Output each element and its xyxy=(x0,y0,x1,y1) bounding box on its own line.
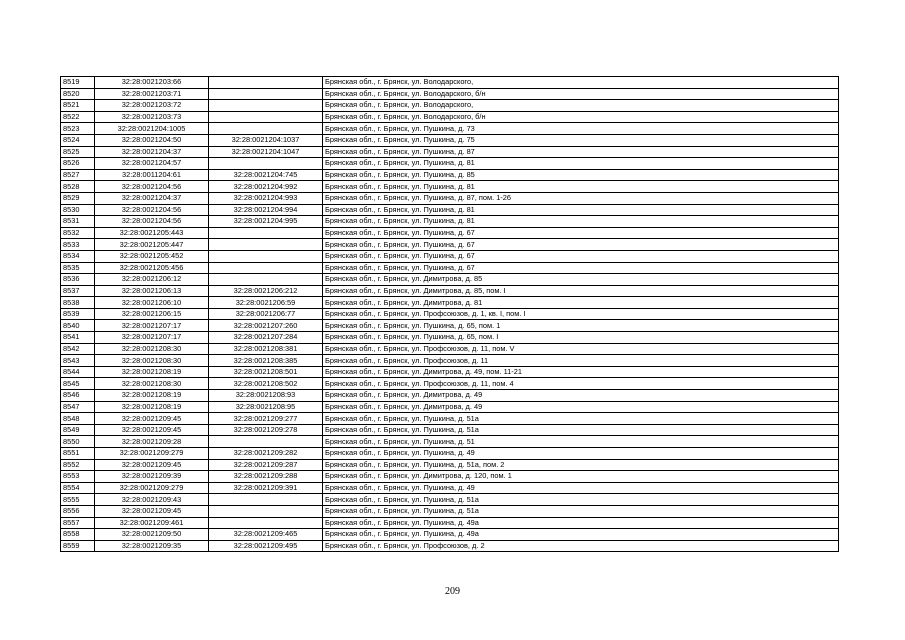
object-cadastral-number-cell xyxy=(209,505,323,517)
row-number-cell: 8546 xyxy=(61,390,95,402)
address-cell: Брянская обл., г. Брянск, ул. Пушкина, д. 81 xyxy=(323,181,839,193)
object-cadastral-number-cell: 32:28:0021209:465 xyxy=(209,529,323,541)
land-cadastral-number-cell: 32:28:0021209:39 xyxy=(95,471,209,483)
row-number-cell: 8555 xyxy=(61,494,95,506)
table-row xyxy=(61,378,839,390)
address-cell: Брянская обл., г. Брянск, ул. Пушкина, д. 51а xyxy=(323,494,839,506)
address-cell: Брянская обл., г. Брянск, ул. Профсоюзов, д. 11 xyxy=(323,355,839,367)
table-row xyxy=(61,355,839,367)
object-cadastral-number-cell: 32:28:0021206:212 xyxy=(209,285,323,297)
address-cell: Брянская обл., г. Брянск, ул. Володарского, xyxy=(323,100,839,112)
table-row xyxy=(61,494,839,506)
land-cadastral-number-cell: 32:28:0021204:56 xyxy=(95,204,209,216)
row-number-cell: 8528 xyxy=(61,181,95,193)
table-row xyxy=(61,111,839,123)
land-cadastral-number-cell: 32:28:0021203:73 xyxy=(95,111,209,123)
land-cadastral-number-cell: 32:28:0021204:57 xyxy=(95,158,209,170)
row-number-cell: 8548 xyxy=(61,413,95,425)
address-cell: Брянская обл., г. Брянск, ул. Пушкина, д. 49а xyxy=(323,529,839,541)
address-cell: Брянская обл., г. Брянск, ул. Володарского, б/н xyxy=(323,111,839,123)
address-cell: Брянская обл., г. Брянск, ул. Димитрова, д. 81 xyxy=(323,297,839,309)
object-cadastral-number-cell: 32:28:0021209:391 xyxy=(209,482,323,494)
table-row xyxy=(61,262,839,274)
table-row xyxy=(61,134,839,146)
object-cadastral-number-cell: 32:28:0021204:994 xyxy=(209,204,323,216)
object-cadastral-number-cell xyxy=(209,262,323,274)
row-number-cell: 8547 xyxy=(61,401,95,413)
address-cell: Брянская обл., г. Брянск, ул. Пушкина, д. 67 xyxy=(323,227,839,239)
address-cell: Брянская обл., г. Брянск, ул. Пушкина, д. 87 xyxy=(323,146,839,158)
land-cadastral-number-cell: 32:28:0021204:50 xyxy=(95,134,209,146)
address-cell: Брянская обл., г. Брянск, ул. Профсоюзов, д. 1, кв. I, пом. I xyxy=(323,308,839,320)
table-row xyxy=(61,204,839,216)
object-cadastral-number-cell: 32:28:0021207:284 xyxy=(209,332,323,344)
land-cadastral-number-cell: 32:28:0021209:28 xyxy=(95,436,209,448)
row-number-cell: 8519 xyxy=(61,77,95,89)
address-cell: Брянская обл., г. Брянск, ул. Димитрова, д. 85 xyxy=(323,274,839,286)
land-cadastral-number-cell: 32:28:0021207:17 xyxy=(95,332,209,344)
address-cell: Брянская обл., г. Брянск, ул. Володарского, xyxy=(323,77,839,89)
row-number-cell: 8534 xyxy=(61,250,95,262)
object-cadastral-number-cell: 32:28:0021209:277 xyxy=(209,413,323,425)
table-row xyxy=(61,308,839,320)
land-cadastral-number-cell: 32:28:0021209:50 xyxy=(95,529,209,541)
table-row xyxy=(61,459,839,471)
row-number-cell: 8527 xyxy=(61,169,95,181)
address-cell: Брянская обл., г. Брянск, ул. Пушкина, д. 65, пом. 1 xyxy=(323,320,839,332)
land-cadastral-number-cell: 32:28:0021208:19 xyxy=(95,401,209,413)
row-number-cell: 8556 xyxy=(61,505,95,517)
object-cadastral-number-cell: 32:28:0021204:1037 xyxy=(209,134,323,146)
table-row xyxy=(61,390,839,402)
object-cadastral-number-cell xyxy=(209,227,323,239)
land-cadastral-number-cell: 32:28:0021209:279 xyxy=(95,482,209,494)
land-cadastral-number-cell: 32:28:0021205:447 xyxy=(95,239,209,251)
address-cell: Брянская обл., г. Брянск, ул. Пушкина, д. 73 xyxy=(323,123,839,135)
table-row xyxy=(61,517,839,529)
address-cell: Брянская обл., г. Брянск, ул. Димитрова, д. 49 xyxy=(323,390,839,402)
object-cadastral-number-cell: 32:28:0021204:745 xyxy=(209,169,323,181)
table-row xyxy=(61,181,839,193)
table-row xyxy=(61,285,839,297)
land-cadastral-number-cell: 32:28:0021204:1005 xyxy=(95,123,209,135)
table-row xyxy=(61,424,839,436)
row-number-cell: 8543 xyxy=(61,355,95,367)
land-cadastral-number-cell: 32:28:0021209:461 xyxy=(95,517,209,529)
address-cell: Брянская обл., г. Брянск, ул. Пушкина, д. 75 xyxy=(323,134,839,146)
row-number-cell: 8549 xyxy=(61,424,95,436)
object-cadastral-number-cell: 32:28:0021206:77 xyxy=(209,308,323,320)
object-cadastral-number-cell: 32:28:0021207:260 xyxy=(209,320,323,332)
object-cadastral-number-cell xyxy=(209,494,323,506)
address-cell: Брянская обл., г. Брянск, ул. Профсоюзов, д. 11, пом. 4 xyxy=(323,378,839,390)
land-cadastral-number-cell: 32:28:0021208:19 xyxy=(95,366,209,378)
land-cadastral-number-cell: 32:28:0021204:37 xyxy=(95,192,209,204)
row-number-cell: 8535 xyxy=(61,262,95,274)
row-number-cell: 8542 xyxy=(61,343,95,355)
address-cell: Брянская обл., г. Брянск, ул. Димитрова, д. 49, пом. 11-21 xyxy=(323,366,839,378)
land-cadastral-number-cell: 32:28:0021206:10 xyxy=(95,297,209,309)
address-cell: Брянская обл., г. Брянск, ул. Димитрова, д. 49 xyxy=(323,401,839,413)
row-number-cell: 8558 xyxy=(61,529,95,541)
land-cadastral-number-cell: 32:28:0021209:45 xyxy=(95,413,209,425)
table-row xyxy=(61,436,839,448)
object-cadastral-number-cell: 32:28:0021209:278 xyxy=(209,424,323,436)
table-row xyxy=(61,169,839,181)
cadastral-registry-table xyxy=(60,76,839,552)
row-number-cell: 8538 xyxy=(61,297,95,309)
object-cadastral-number-cell xyxy=(209,250,323,262)
object-cadastral-number-cell: 32:28:0021204:1047 xyxy=(209,146,323,158)
object-cadastral-number-cell xyxy=(209,88,323,100)
object-cadastral-number-cell xyxy=(209,158,323,170)
row-number-cell: 8525 xyxy=(61,146,95,158)
row-number-cell: 8539 xyxy=(61,308,95,320)
address-cell: Брянская обл., г. Брянск, ул. Пушкина, д. 81 xyxy=(323,216,839,228)
land-cadastral-number-cell: 32:28:0021203:66 xyxy=(95,77,209,89)
land-cadastral-number-cell: 32:28:0021209:45 xyxy=(95,459,209,471)
row-number-cell: 8537 xyxy=(61,285,95,297)
row-number-cell: 8559 xyxy=(61,540,95,552)
land-cadastral-number-cell: 32:28:0021205:452 xyxy=(95,250,209,262)
land-cadastral-number-cell: 32:28:0021206:12 xyxy=(95,274,209,286)
table-row xyxy=(61,332,839,344)
table-row xyxy=(61,401,839,413)
land-cadastral-number-cell: 32:28:0021206:13 xyxy=(95,285,209,297)
table-row xyxy=(61,413,839,425)
table-body xyxy=(61,77,839,552)
table-row xyxy=(61,366,839,378)
table-row xyxy=(61,529,839,541)
row-number-cell: 8531 xyxy=(61,216,95,228)
address-cell: Брянская обл., г. Брянск, ул. Пушкина, д. 49а xyxy=(323,517,839,529)
land-cadastral-number-cell: 32:28:0021206:15 xyxy=(95,308,209,320)
table-row xyxy=(61,250,839,262)
table-row xyxy=(61,471,839,483)
row-number-cell: 8526 xyxy=(61,158,95,170)
object-cadastral-number-cell: 32:28:0021208:502 xyxy=(209,378,323,390)
land-cadastral-number-cell: 32:28:0021204:56 xyxy=(95,181,209,193)
object-cadastral-number-cell: 32:28:0021208:501 xyxy=(209,366,323,378)
row-number-cell: 8521 xyxy=(61,100,95,112)
table-row xyxy=(61,77,839,89)
object-cadastral-number-cell xyxy=(209,274,323,286)
object-cadastral-number-cell: 32:28:0021208:385 xyxy=(209,355,323,367)
address-cell: Брянская обл., г. Брянск, ул. Володарского, б/н xyxy=(323,88,839,100)
row-number-cell: 8552 xyxy=(61,459,95,471)
table-row xyxy=(61,297,839,309)
row-number-cell: 8532 xyxy=(61,227,95,239)
address-cell: Брянская обл., г. Брянск, ул. Пушкина, д. 65, пом. I xyxy=(323,332,839,344)
object-cadastral-number-cell: 32:28:0021208:93 xyxy=(209,390,323,402)
land-cadastral-number-cell: 32:28:0021209:43 xyxy=(95,494,209,506)
table-row xyxy=(61,448,839,460)
table-row xyxy=(61,239,839,251)
row-number-cell: 8554 xyxy=(61,482,95,494)
object-cadastral-number-cell: 32:28:0021209:495 xyxy=(209,540,323,552)
table-row xyxy=(61,482,839,494)
object-cadastral-number-cell xyxy=(209,77,323,89)
row-number-cell: 8529 xyxy=(61,192,95,204)
table-row xyxy=(61,274,839,286)
land-cadastral-number-cell: 32:28:0021209:279 xyxy=(95,448,209,460)
object-cadastral-number-cell xyxy=(209,100,323,112)
object-cadastral-number-cell xyxy=(209,239,323,251)
row-number-cell: 8524 xyxy=(61,134,95,146)
address-cell: Брянская обл., г. Брянск, ул. Пушкина, д. 81 xyxy=(323,158,839,170)
object-cadastral-number-cell xyxy=(209,436,323,448)
table-row xyxy=(61,100,839,112)
land-cadastral-number-cell: 32:28:0021204:56 xyxy=(95,216,209,228)
address-cell: Брянская обл., г. Брянск, ул. Профсоюзов, д. 2 xyxy=(323,540,839,552)
address-cell: Брянская обл., г. Брянск, ул. Пушкина, д. 51 xyxy=(323,436,839,448)
row-number-cell: 8544 xyxy=(61,366,95,378)
row-number-cell: 8536 xyxy=(61,274,95,286)
object-cadastral-number-cell: 32:28:0021204:992 xyxy=(209,181,323,193)
object-cadastral-number-cell xyxy=(209,111,323,123)
object-cadastral-number-cell xyxy=(209,517,323,529)
table-row xyxy=(61,343,839,355)
table-row xyxy=(61,320,839,332)
land-cadastral-number-cell: 32:28:0011204:61 xyxy=(95,169,209,181)
land-cadastral-number-cell: 32:28:0021204:37 xyxy=(95,146,209,158)
land-cadastral-number-cell: 32:28:0021208:30 xyxy=(95,378,209,390)
address-cell: Брянская обл., г. Брянск, ул. Пушкина, д. 49 xyxy=(323,448,839,460)
object-cadastral-number-cell: 32:28:0021208:381 xyxy=(209,343,323,355)
table-row xyxy=(61,216,839,228)
address-cell: Брянская обл., г. Брянск, ул. Пушкина, д. 67 xyxy=(323,239,839,251)
land-cadastral-number-cell: 32:28:0021207:17 xyxy=(95,320,209,332)
row-number-cell: 8520 xyxy=(61,88,95,100)
object-cadastral-number-cell: 32:28:0021208:95 xyxy=(209,401,323,413)
object-cadastral-number-cell xyxy=(209,123,323,135)
object-cadastral-number-cell: 32:28:0021209:288 xyxy=(209,471,323,483)
land-cadastral-number-cell: 32:28:0021208:30 xyxy=(95,355,209,367)
object-cadastral-number-cell: 32:28:0021209:282 xyxy=(209,448,323,460)
land-cadastral-number-cell: 32:28:0021205:443 xyxy=(95,227,209,239)
row-number-cell: 8550 xyxy=(61,436,95,448)
address-cell: Брянская обл., г. Брянск, ул. Пушкина, д. 67 xyxy=(323,250,839,262)
land-cadastral-number-cell: 32:28:0021203:71 xyxy=(95,88,209,100)
row-number-cell: 8551 xyxy=(61,448,95,460)
address-cell: Брянская обл., г. Брянск, ул. Профсоюзов, д. 11, пом. V xyxy=(323,343,839,355)
land-cadastral-number-cell: 32:28:0021203:72 xyxy=(95,100,209,112)
address-cell: Брянская обл., г. Брянск, ул. Пушкина, д. 51а, пом. 2 xyxy=(323,459,839,471)
address-cell: Брянская обл., г. Брянск, ул. Пушкина, д. 51а xyxy=(323,424,839,436)
table-row xyxy=(61,88,839,100)
table-row xyxy=(61,146,839,158)
table-row xyxy=(61,123,839,135)
table-row xyxy=(61,192,839,204)
table-row xyxy=(61,227,839,239)
address-cell: Брянская обл., г. Брянск, ул. Пушкина, д. 81 xyxy=(323,204,839,216)
land-cadastral-number-cell: 32:28:0021205:456 xyxy=(95,262,209,274)
address-cell: Брянская обл., г. Брянск, ул. Пушкина, д. 67 xyxy=(323,262,839,274)
row-number-cell: 8530 xyxy=(61,204,95,216)
object-cadastral-number-cell: 32:28:0021204:995 xyxy=(209,216,323,228)
address-cell: Брянская обл., г. Брянск, ул. Пушкина, д. 49 xyxy=(323,482,839,494)
row-number-cell: 8557 xyxy=(61,517,95,529)
row-number-cell: 8523 xyxy=(61,123,95,135)
land-cadastral-number-cell: 32:28:0021208:19 xyxy=(95,390,209,402)
land-cadastral-number-cell: 32:28:0021208:30 xyxy=(95,343,209,355)
table-row xyxy=(61,158,839,170)
address-cell: Брянская обл., г. Брянск, ул. Пушкина, д. 85 xyxy=(323,169,839,181)
row-number-cell: 8540 xyxy=(61,320,95,332)
row-number-cell: 8533 xyxy=(61,239,95,251)
row-number-cell: 8541 xyxy=(61,332,95,344)
row-number-cell: 8545 xyxy=(61,378,95,390)
address-cell: Брянская обл., г. Брянск, ул. Димитрова, д. 85, пом. I xyxy=(323,285,839,297)
row-number-cell: 8522 xyxy=(61,111,95,123)
land-cadastral-number-cell: 32:28:0021209:35 xyxy=(95,540,209,552)
table-row xyxy=(61,505,839,517)
address-cell: Брянская обл., г. Брянск, ул. Пушкина, д. 51а xyxy=(323,505,839,517)
land-cadastral-number-cell: 32:28:0021209:45 xyxy=(95,505,209,517)
page-number: 209 xyxy=(445,586,460,597)
row-number-cell: 8553 xyxy=(61,471,95,483)
address-cell: Брянская обл., г. Брянск, ул. Пушкина, д. 51а xyxy=(323,413,839,425)
table-row xyxy=(61,540,839,552)
object-cadastral-number-cell: 32:28:0021206:59 xyxy=(209,297,323,309)
object-cadastral-number-cell: 32:28:0021204:993 xyxy=(209,192,323,204)
address-cell: Брянская обл., г. Брянск, ул. Димитрова, д. 120, пом. 1 xyxy=(323,471,839,483)
object-cadastral-number-cell: 32:28:0021209:287 xyxy=(209,459,323,471)
land-cadastral-number-cell: 32:28:0021209:45 xyxy=(95,424,209,436)
address-cell: Брянская обл., г. Брянск, ул. Пушкина, д. 87, пом. 1-26 xyxy=(323,192,839,204)
